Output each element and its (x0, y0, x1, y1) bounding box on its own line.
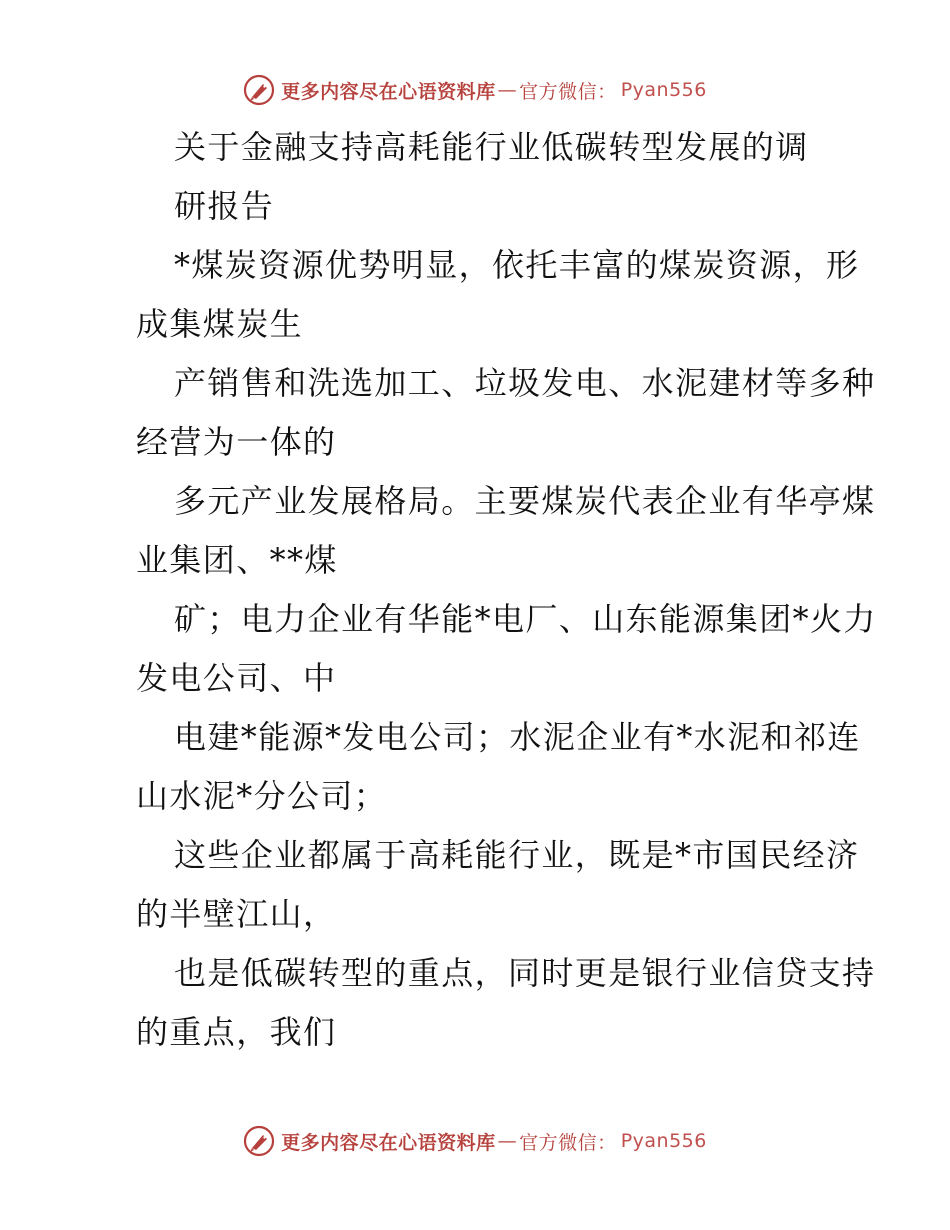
document-line: 业集团、**煤 (136, 541, 338, 579)
document-body (98, 118, 877, 1062)
document-line: 的重点，我们 (136, 1013, 337, 1051)
footer-wechat-id: Pyan556 (620, 1130, 707, 1152)
header-separator: — (497, 79, 518, 101)
document-line: 这些企业都属于高耗能行业，既是*市国民经济 (174, 836, 860, 874)
document-line: 研报告 (174, 187, 275, 225)
document-line: *煤炭资源优势明显，依托丰富的煤炭资源，形 (174, 246, 860, 284)
footer-separator: — (497, 1130, 518, 1152)
document-line: 也是低碳转型的重点，同时更是银行业信贷支持 (174, 954, 876, 992)
document-line: 的半壁江山， (136, 895, 337, 933)
document-line: 产销售和洗选加工、垃圾发电、水泥建材等多种 (174, 364, 876, 402)
footer-banner (0, 1121, 950, 1161)
document-line: 关于金融支持高耗能行业低碳转型发展的调 (174, 128, 809, 166)
pen-nib-logo-icon (243, 1125, 275, 1157)
document-line: 电建*能源*发电公司；水泥企业有*水泥和祁连 (174, 718, 861, 756)
document-line: 山水泥*分公司； (136, 777, 388, 815)
document-line: 经营为一体的 (136, 423, 337, 461)
document-line: 多元产业发展格局。主要煤炭代表企业有华亭煤 (174, 482, 876, 520)
header-wechat-id: Pyan556 (620, 79, 707, 101)
document-line: 成集煤炭生 (136, 305, 304, 343)
header-banner (0, 70, 950, 110)
pen-nib-logo-icon (243, 74, 275, 106)
footer-wechat-label: 官方微信： (519, 1131, 617, 1154)
document-line: 矿；电力企业有华能*电厂、山东能源集团*火力 (174, 600, 877, 638)
header-site-text: 更多内容尽在心语资料库 (281, 80, 496, 103)
header-wechat-label: 官方微信： (519, 80, 617, 103)
document-line: 发电公司、中 (136, 659, 337, 697)
footer-site-text: 更多内容尽在心语资料库 (281, 1131, 496, 1154)
